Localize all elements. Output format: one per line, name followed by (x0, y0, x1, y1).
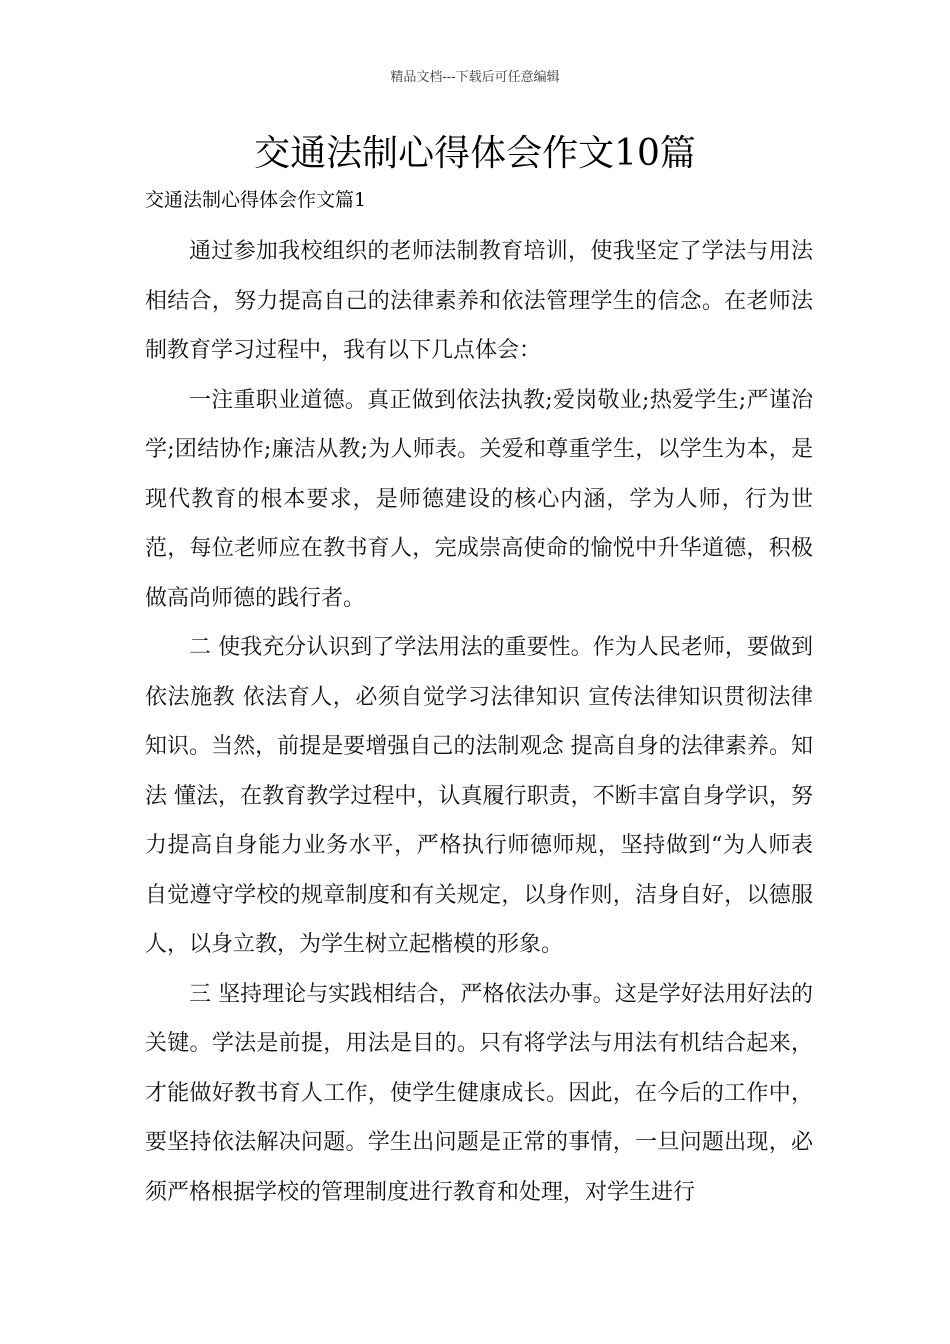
paragraph-4: 三 坚持理论与实践相结合，严格依法办事。这是学好法用好法的关键。学法是前提，用法是目的。只有将学法与用法有机结合起来，才能做好教书育人工作，使学生健康成长。因此，在今后的工作中，要坚持依法解决问题。学生出问题是正常的事情，一旦问题出现，必须严格根据学校的管理制度进行教育和处理，对学生进行 (145, 981, 813, 1205)
section-heading: 交通法制心得体会作文篇1 (145, 189, 367, 211)
paragraph-1: 通过参加我校组织的老师法制教育培训，使我坚定了学法与用法相结合，努力提高自己的法律素养和依法管理学生的信念。在老师法制教育学习过程中，我有以下几点体会： (145, 239, 813, 363)
paragraph-2: 一注重职业道德。真正做到依法执教;爱岗敬业;热爱学生;严谨治学;团结协作;廉洁从教;为人师表。关爱和尊重学生，以学生为本，是现代教育的根本要求，是师德建设的核心内涵，学为人师，行为世范，每位老师应在教书育人，完成崇高使命的愉悦中升华道德，积极做高尚师德的践行者。 (145, 387, 813, 611)
document-title: 交通法制心得体会作文10篇 (254, 133, 696, 174)
paragraph-3: 二 使我充分认识到了学法用法的重要性。作为人民老师，要做到依法施教 依法育人，必须自觉学习法律知识 宣传法律知识贯彻法律知识。当然，前提是要增强自己的法制观念 提高自身的法律素养。知法 懂法，在教育教学过程中，认真履行职责，不断丰富自身学识，努力提高自身能力业务水平，严格执行师德师规，坚持做到“为人师表自觉遵守学校的规章制度和有关规定，以身作则，洁身自好，以德服人，以身立教，为学生树立起楷模的形象。 (145, 635, 813, 957)
header-note: 精品文档---下载后可任意编辑 (390, 70, 560, 85)
body-text (145, 227, 813, 1217)
